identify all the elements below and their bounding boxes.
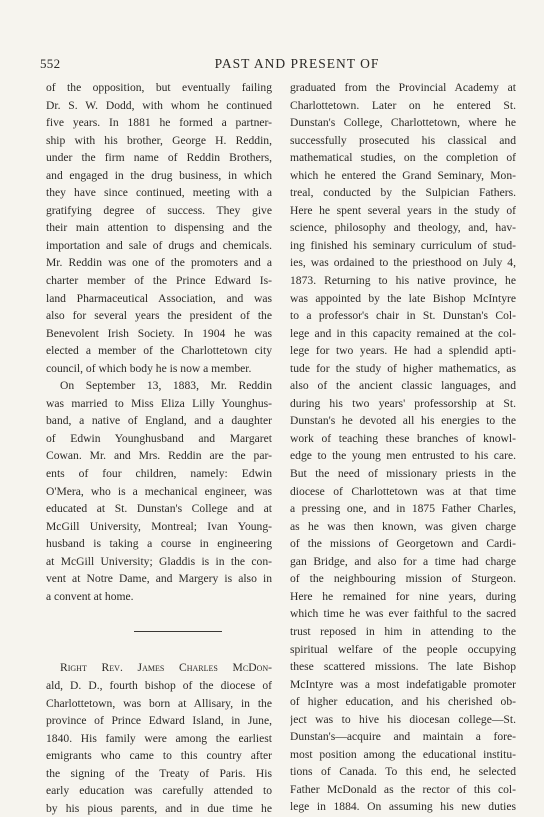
text-line: of higher education, and his cherished ob- <box>290 695 516 709</box>
text-line: to a professor's chair in St. Dunstan's Col- <box>290 309 516 323</box>
text-line: Right Rev. James Charles McDon- <box>60 661 272 675</box>
page-number: 552 <box>40 56 61 71</box>
text-line: Here he spent several years in the study of <box>290 203 516 217</box>
text-line: McIntyre was a most indefatigable promoter <box>290 677 516 691</box>
running-head: PAST AND PRESENT OF <box>214 56 380 71</box>
text-line: elected a member of the Charlottetown city <box>46 344 272 358</box>
text-line: Mr. Reddin was one of the promoters and a <box>46 256 272 270</box>
text-line: lege in 1884. On assuming his new duties <box>290 800 516 814</box>
left-column <box>46 79 272 817</box>
text-line: lege and in this capacity remained at the col- <box>290 326 516 340</box>
text-line: But the need of missionary priests in the <box>290 467 516 481</box>
text-line: ents of four children, namely: Edwin <box>46 467 272 481</box>
text-line: by his pious parents, and in due time he <box>46 801 272 815</box>
text-line: mathematical studies, on the completion of <box>290 151 516 165</box>
text-line: O'Mera, who is a mechanical engineer, was <box>46 484 272 498</box>
page-header <box>40 56 514 76</box>
text-line: trust reposed in him in attending to the <box>290 624 516 638</box>
text-line: council, of which body he is now a member. <box>46 361 252 375</box>
text-line: successfully prosecuted his classical and <box>290 133 516 147</box>
text-line: which time he was ever faithful to the sacred <box>290 607 516 621</box>
text-line: Dunstan's—acquire and maintain a fore- <box>290 730 516 744</box>
text-line: which he entered the Grand Seminary, Mon- <box>290 168 516 182</box>
text-line: diocese of Charlottetown was at that time <box>290 484 516 498</box>
text-line: husband is taking a course in engineering <box>46 537 272 551</box>
text-line: of the opposition, but eventually failing <box>46 81 272 94</box>
text-line: of the missions of Georgetown and Cardi- <box>290 537 516 551</box>
paragraph-reddin-family <box>46 377 272 605</box>
text-line: land Pharmaceutical Association, and was <box>46 291 272 305</box>
text-line: edge to the young men entrusted to his care. <box>290 449 516 463</box>
text-line: spiritual welfare of the people occupying <box>290 642 516 656</box>
text-line: under the firm name of Reddin Brothers, <box>46 151 272 165</box>
text-line: also for several years the president of the <box>46 309 272 323</box>
text-line: treal, conducted by the Sulpician Fathers. <box>290 186 516 200</box>
text-line: during his two years' professorship at St. <box>290 396 516 410</box>
text-line: as he was then known, was given charge <box>290 519 516 533</box>
text-line: Here he remained for nine years, during <box>290 589 516 603</box>
text-line: importation and sale of drugs and chemicals. <box>46 238 272 252</box>
right-column <box>290 79 516 816</box>
text-line: was married to Miss Eliza Lilly Younghus- <box>46 396 272 410</box>
text-line: 1840. His family were among the earliest <box>46 731 272 745</box>
paragraph-mcdonald-biography <box>46 659 272 817</box>
text-line: ies, was ordained to the priesthood on July 4, <box>290 256 516 270</box>
text-line: vent at Notre Dame, and Margery is also in <box>46 572 272 586</box>
text-line: Charlottetown. Later on he entered St. <box>290 98 516 112</box>
paragraph-reddin-career <box>46 79 272 377</box>
text-line: at McGill University; Gladdis is in the con- <box>46 554 272 568</box>
text-line: Dr. S. W. Dodd, with whom he continued <box>46 98 272 112</box>
text-line: and engaged in the drug business, in which <box>46 168 272 182</box>
text-line: they have since continued, meeting with a <box>46 186 272 200</box>
text-line: a pressing one, and in 1875 Father Charles, <box>290 502 516 516</box>
text-line: emigrants who came to this country after <box>46 749 272 763</box>
text-line: ship with his brother, George H. Reddin, <box>46 133 272 147</box>
text-line: McGill University, Montreal; Ivan Young- <box>46 519 272 533</box>
text-line: Father McDonald as the rector of this col- <box>290 782 516 796</box>
text-line: band, a native of England, and a daughter <box>46 414 272 428</box>
text-line: work of teaching these branches of knowl- <box>290 431 516 445</box>
text-line: of the neighbouring mission of Sturgeon. <box>290 572 516 586</box>
text-line: On September 13, 1883, Mr. Reddin <box>60 379 272 393</box>
text-line: early education was carefully attended to <box>46 784 272 798</box>
text-line: also of the ancient classic languages, and <box>290 379 516 393</box>
text-line: gratifying degree of success. They give <box>46 203 272 217</box>
text-line: their main attention to dispensing and the <box>46 221 272 235</box>
text-line: lege for two years. He had a splendid apti- <box>290 344 516 358</box>
text-line: of Edwin Younghusband and Margaret <box>46 431 272 445</box>
text-line: 1873. Returning to his native province, he <box>290 274 516 288</box>
text-line: most position among the educational institu- <box>290 747 516 761</box>
text-line: ject was to hive his diocesan college—St. <box>290 712 516 726</box>
text-line: science, philosophy and theology, and, hav- <box>290 221 516 235</box>
text-line: Charlottetown, was born at Allisary, in the <box>46 696 272 710</box>
text-line: tude for the study of higher mathematics, as <box>290 361 516 375</box>
text-line: educated at St. Dunstan's College and at <box>46 502 272 516</box>
text-line: province of Prince Edward Island, in June, <box>46 714 272 728</box>
text-line: gan Bridge, and also for a time had charge <box>290 554 516 568</box>
text-line: five years. In 1881 he formed a partner- <box>46 116 272 130</box>
text-line: a convent at home. <box>46 589 134 603</box>
text-line: Cowan. Mr. and Mrs. Reddin are the par- <box>46 449 272 463</box>
text-line: tions of Canada. To this end, he selected <box>290 765 516 779</box>
text-line: graduated from the Provincial Academy at <box>290 81 516 94</box>
text-line: Dunstan's he devoted all his energies to the <box>290 414 516 428</box>
text-line: ing finished his seminary curriculum of stud- <box>290 238 516 252</box>
text-line: charter member of the Prince Edward Is- <box>46 274 272 288</box>
text-line: these scattered missions. The late Bishop <box>290 660 516 674</box>
text-line: ald, D. D., fourth bishop of the diocese of <box>46 678 272 692</box>
text-line: Dunstan's College, Charlottetown, where he <box>290 116 516 130</box>
text-line: was appointed by the late Bishop McIntyre <box>290 291 516 305</box>
text-line: the signing of the Treaty of Paris. His <box>46 766 272 780</box>
text-line: Benevolent Irish Society. In 1904 he was <box>46 326 272 340</box>
